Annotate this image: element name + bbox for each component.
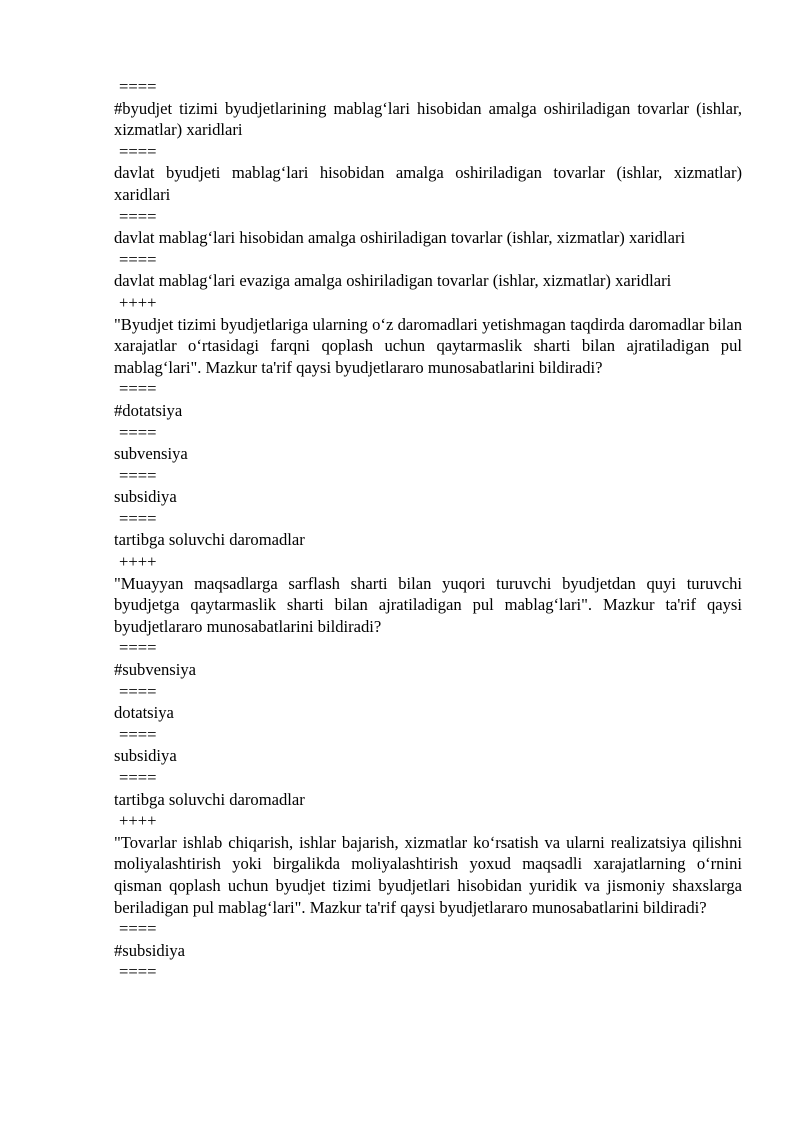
separator-line: ==== — [119, 249, 157, 269]
question-text: "Tovarlar ishlab chiqarish, ishlar bajarish, xizmatlar ko‘rsatish va ularni realizatsiya qilishni moliyalashtirish yoki birgalikda moliyalashtirish yoxud maqsadli xarajatlarning o‘rnini qisman qoplash uchun byudjet tizimi byudjetlari hisobidan yuridik va jismoniy shaxslarga beriladigan pul mablag‘lari". Mazkur ta'rif qaysi byudjetlararo munosabatlarini bildiradi? — [114, 832, 742, 917]
separator-line: ==== — [119, 681, 157, 701]
answer-option: davlat mablag‘lari hisobidan amalga oshiriladigan tovarlar (ishlar, xizmatlar) xaridlari — [114, 228, 686, 248]
document-page — [114, 76, 742, 983]
answer-option: subsidiya — [114, 487, 177, 507]
separator-line: ==== — [119, 962, 157, 982]
separator-line: ==== — [119, 465, 157, 485]
answer-option: tartibga soluvchi daromadlar — [114, 789, 305, 809]
answer-option: #subsidiya — [114, 940, 185, 960]
separator-line: ==== — [119, 77, 157, 96]
separator-line: ==== — [119, 508, 157, 528]
question-text: "Byudjet tizimi byudjetlariga ularning o‘z daromadlari yetishmagan taqdirda daromadlar bilan xarajatlar o‘rtasidagi farqni qoplash uchun qaytarmaslik sharti bilan ajratiladigan pul mablag‘lari". Mazkur ta'rif qaysi byudjetlararo munosabatlarini bildiradi? — [114, 314, 742, 377]
separator-line: ==== — [119, 768, 157, 787]
answer-option: #subvensiya — [114, 660, 197, 680]
answer-option: subsidiya — [114, 746, 177, 766]
separator-line: ==== — [119, 141, 157, 161]
answer-option: dotatsiya — [114, 703, 174, 723]
separator-line: ==== — [119, 206, 157, 226]
question-separator: ++++ — [119, 552, 157, 572]
separator-line: ==== — [119, 724, 157, 744]
answer-option: tartibga soluvchi daromadlar — [114, 530, 305, 550]
question-separator: ++++ — [119, 292, 157, 312]
question-separator: ++++ — [119, 811, 157, 831]
answer-option: #byudjet tizimi byudjetlarining mablag‘lari hisobidan amalga oshiriladigan tovarlar (ishlar, xizmatlar) xaridlari — [114, 98, 742, 140]
answer-option: subvensiya — [114, 444, 188, 464]
separator-line: ==== — [119, 638, 157, 658]
separator-line: ==== — [119, 422, 157, 442]
answer-option: davlat mablag‘lari evaziga amalga oshiriladigan tovarlar (ishlar, xizmatlar) xaridlari — [114, 271, 672, 291]
separator-line: ==== — [119, 379, 157, 399]
separator-line: ==== — [119, 919, 157, 939]
answer-option: #dotatsiya — [114, 400, 183, 420]
answer-option: davlat byudjeti mablag‘lari hisobidan amalga oshiriladigan tovarlar (ishlar, xizmatlar) xaridlari — [114, 163, 742, 204]
question-text: "Muayyan maqsadlarga sarflash sharti bilan yuqori turuvchi byudjetdan quyi turuvchi byudjetga qaytarmaslik sharti bilan ajratiladigan pul mablag‘lari". Mazkur ta'rif qaysi byudjetlararo munosabatlarini bildiradi? — [114, 573, 742, 636]
